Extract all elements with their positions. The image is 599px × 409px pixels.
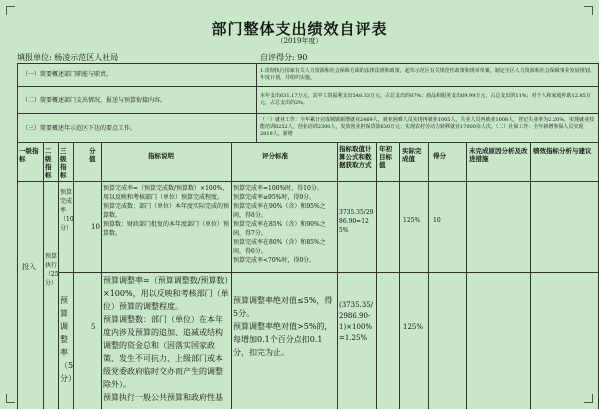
header-level3: 三级指标	[60, 147, 67, 179]
table-row-description: 预算完成率=（预算完成数/预算数）×100%，用以反映和考核部门（单位）预算完成程度。 预算完成数：部门（单位）本年度实际完成的预算数。 预算数：财政部门批复的本年度部门（单位）预算数。	[103, 185, 230, 237]
summary-label: （二）简要概述部门支出情况，报送与预算衔接内容。	[22, 97, 167, 104]
summary-content-cell	[256, 113, 599, 143]
table-border	[428, 142, 429, 409]
header-description: 指标说明	[148, 152, 174, 160]
table-border	[231, 142, 232, 409]
table-border	[73, 142, 74, 409]
table-row-standard: 预算调整率绝对值≤5%，得5分。 预算调整率绝对值>5%的，每增加0.1个百分点扣0.1分，扣完为止。	[233, 296, 333, 357]
level2-value: 预算执行（25分）	[45, 253, 59, 287]
level1-value: 投入	[22, 263, 36, 271]
table-row-weight: 5	[91, 323, 96, 331]
table-border	[376, 142, 377, 409]
table-border	[101, 142, 102, 409]
table-row-score: 10	[433, 217, 441, 224]
table-row-level3: 预算调整率（5分）	[60, 296, 76, 383]
table-border	[466, 142, 467, 409]
table-border	[58, 272, 599, 273]
header-formula: 指标取值计算公式和数据获取方式	[339, 145, 372, 169]
summary-label: （一）简要概述部门职能与职责。	[22, 71, 113, 78]
table-row-description: 预算调整率=（预算调整数/预算数）×100%，用以反映和考核部门（单位）预算的调整程度。 预算调整数：部门（单位）在本年度内涉及预算的追加、追减或结构调整的资金总和（因落实国家政策、发生不可抗力、上级部门或本级党委政府临时交办而产生的调整除外）。 预算执行一般公共预算和政府性基	[103, 276, 229, 402]
header-score: 得分	[433, 152, 446, 160]
table-row-weight: 10	[91, 223, 100, 231]
table-row-formula: 3735.35/2986.90=125%	[339, 209, 374, 234]
table-border	[399, 142, 400, 409]
table-border	[17, 181, 599, 182]
table-row-level3: 预算完成率（10分）	[60, 189, 74, 232]
reporting-unit: 填报单位: 杨凌示范区人社局	[17, 53, 119, 62]
header-actual: 实际完成值	[402, 147, 422, 163]
table-border	[17, 142, 18, 409]
table-border	[17, 142, 599, 143]
summary-content: 1.贯彻执行国家有关人力资源和社会保障方面的法律法规和政策，起草示范区有关规范性政策和规章草案，制定全区人力资源和社会保障事业发展规划、年度计划，并组织实施。	[260, 68, 595, 81]
table-row-formula: (3735.35/2986.90-1)×100%=1.25%	[339, 301, 374, 342]
summary-content: 本年支出631.17万元，其中工资福利支出548.33万元，占总支出的87%；商品和服务支出69.99万元，占总支出的11%；对个人和家庭补助12.85万元，占总支出的2%。	[260, 93, 591, 106]
table-row-actual: 125%	[403, 323, 424, 331]
table-border	[337, 142, 338, 409]
crop-mark	[6, 394, 15, 403]
summary-content-cell	[256, 86, 599, 114]
header-analysis: 绩效指标分析与建议	[533, 147, 592, 155]
crop-mark	[584, 6, 593, 15]
header-reason: 未完成原因分析及改进措施	[469, 147, 528, 163]
summary-content-cell	[256, 63, 599, 87]
header-level1: 一级指标	[19, 147, 39, 163]
header-standard: 评分标准	[262, 152, 288, 160]
self-score: 自评得分: 90	[260, 53, 308, 62]
header-year-target: 年初目标值	[379, 145, 392, 169]
summary-label-cell	[17, 113, 257, 143]
page-title: 部门整体支出绩效自评表	[211, 20, 388, 38]
crop-mark	[6, 6, 15, 15]
header-level2: 二级指标	[45, 147, 52, 179]
summary-label-cell	[17, 63, 257, 87]
table-border	[43, 142, 44, 409]
summary-label-cell	[17, 86, 257, 114]
crop-mark	[584, 394, 593, 403]
table-row-actual: 125%	[403, 217, 421, 224]
table-border	[530, 142, 531, 409]
header-weight: 分值	[89, 147, 96, 163]
summary-label: （三）简要概述年示范区下达的要点工作。	[22, 125, 137, 132]
report-year: （2019年度）	[276, 37, 323, 45]
table-row-standard: 预算完成率=100%时，得10分。 预算完成率≥95%时，得9分。 预算完成率在90%（含）和95%之间，得8分。 预算完成率在85%（含）和90%之间，得7分。 预算完成率在80%（含）和85%之间，得6分。 预算完成率<70%时，得0分。	[233, 185, 326, 264]
summary-content: （一）就业工作：全年累计完成城镇新增就业2469人，就业困难人员实现再就业1005人，失业人员再就业1008人，登记失业率为2.20%，实现就业技能培训8252人，创业培训2300人，发放创业担保贷款630万元；实现农村劳动力转移就业17000余人次。（二）社保工作：全年新增参保人员实现2819人，新增	[260, 117, 595, 137]
